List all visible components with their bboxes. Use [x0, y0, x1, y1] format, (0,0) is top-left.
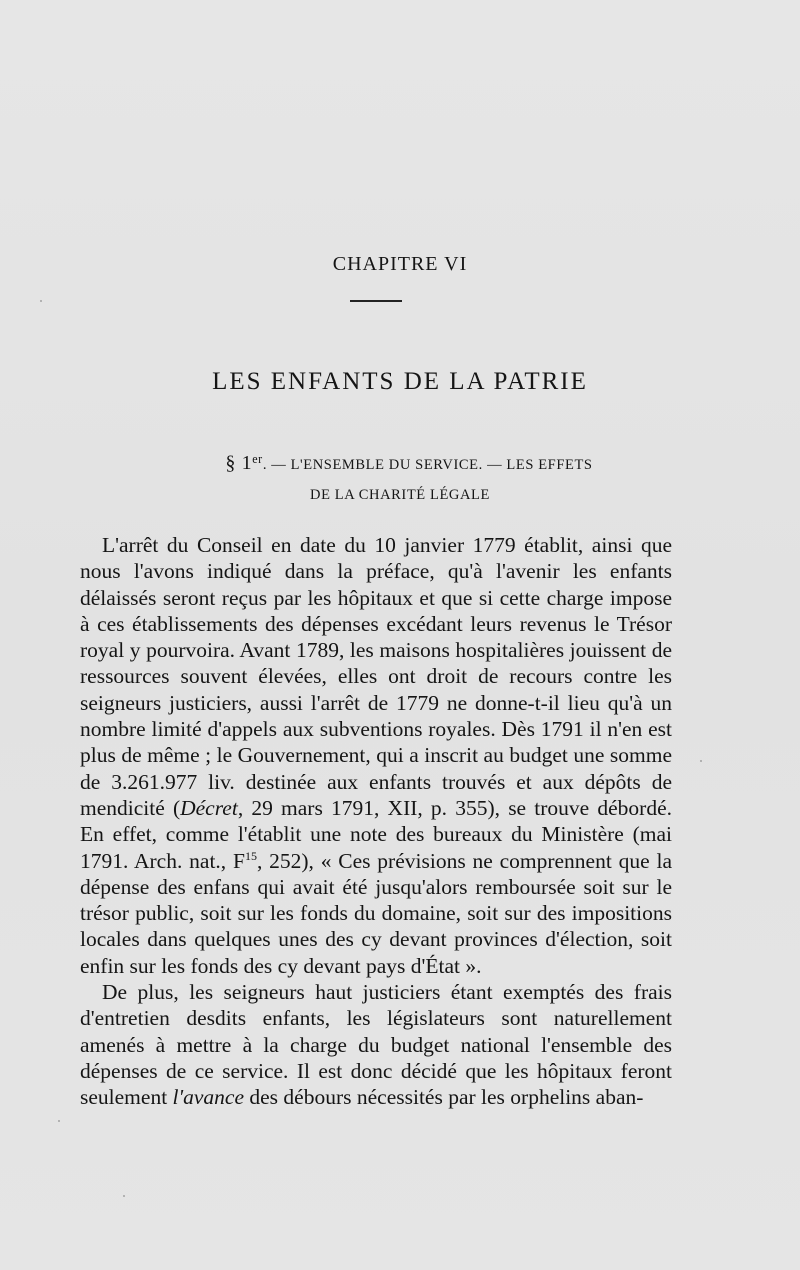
paragraph-2-part-a: De plus, les seigneurs haut justiciers étant exemptés des frais d'entretien desdits enfants, les législateurs sont naturellement amenés à mettre à la charge du budget national l'ensemble des dépenses de ce service. Il est donc décidé que les hôpitaux feront seulement [80, 980, 672, 1110]
section-heading-line2: DE LA CHARITÉ LÉGALE [310, 486, 490, 503]
paragraph-1-part-c: , 252), « Ces prévisions ne comprennent que la dépense des enfans qui avait été jusqu'alors remboursée soit sur le trésor public, soit sur les fonds du domaine, soit sur des impositions locales dans quelques unes des cy devant provinces d'élection, soit enfin sur les fonds des cy devant pays d'État ». [80, 848, 672, 978]
chapter-title: LES ENFANTS DE LA PATRIE [212, 368, 588, 395]
paragraph-1-sup: 15 [244, 848, 257, 863]
paragraph-1-italic: Décret [180, 795, 238, 820]
paper-speck [58, 1120, 60, 1122]
paragraph-2-italic: l'avance [172, 1085, 244, 1110]
paragraph-2-part-b: des débours nécessités par les orphelins aban- [244, 1085, 644, 1110]
paper-speck [123, 1195, 125, 1197]
section-marker-sup: er [252, 452, 263, 466]
chapter-label: CHAPITRE VI [332, 253, 468, 275]
section-marker: § 1 [225, 451, 253, 474]
paper-speck [700, 760, 702, 762]
paragraph-1 [80, 532, 672, 979]
paragraph-1-part-a: L'arrêt du Conseil en date du 10 janvier 1779 établit, ainsi que nous l'avons indiqué dans la préface, qu'à l'avenir les enfants délaissés seront reçus par les hôpitaux et que si cette charge impose à ces établissements des dépenses excédant leurs revenus le Trésor royal y pourvoira. Avant 1789, les maisons hospitalières jouissent de ressources souvent élevées, elles ont droit de recours contre les seigneurs justiciers, aussi l'arrêt de 1779 ne donne-t-il lieu qu'à un nombre limité d'appels aux subventions royales. Dès 1791 il n'en est plus de même ; le Gouvernement, qui a inscrit au budget une somme de 3.261.977 liv. destinée aux enfants trouvés et aux dépôts de mendicité ( [80, 533, 672, 820]
section-heading-text1: . — L'ENSEMBLE DU SERVICE. — LES EFFETS [262, 456, 593, 473]
chapter-rule [350, 300, 402, 302]
body-text [80, 532, 672, 1111]
paper-speck [40, 300, 42, 302]
section-heading [0, 444, 800, 510]
section-heading-line1 [0, 444, 800, 480]
paragraph-1-part-b: , 29 mars 1791, XII, p. 355), se trouve débordé. En effet, comme l'établit une note des bureaux du Ministère (mai 1791. Arch. nat., F [80, 795, 672, 873]
paragraph-2 [80, 979, 672, 1110]
